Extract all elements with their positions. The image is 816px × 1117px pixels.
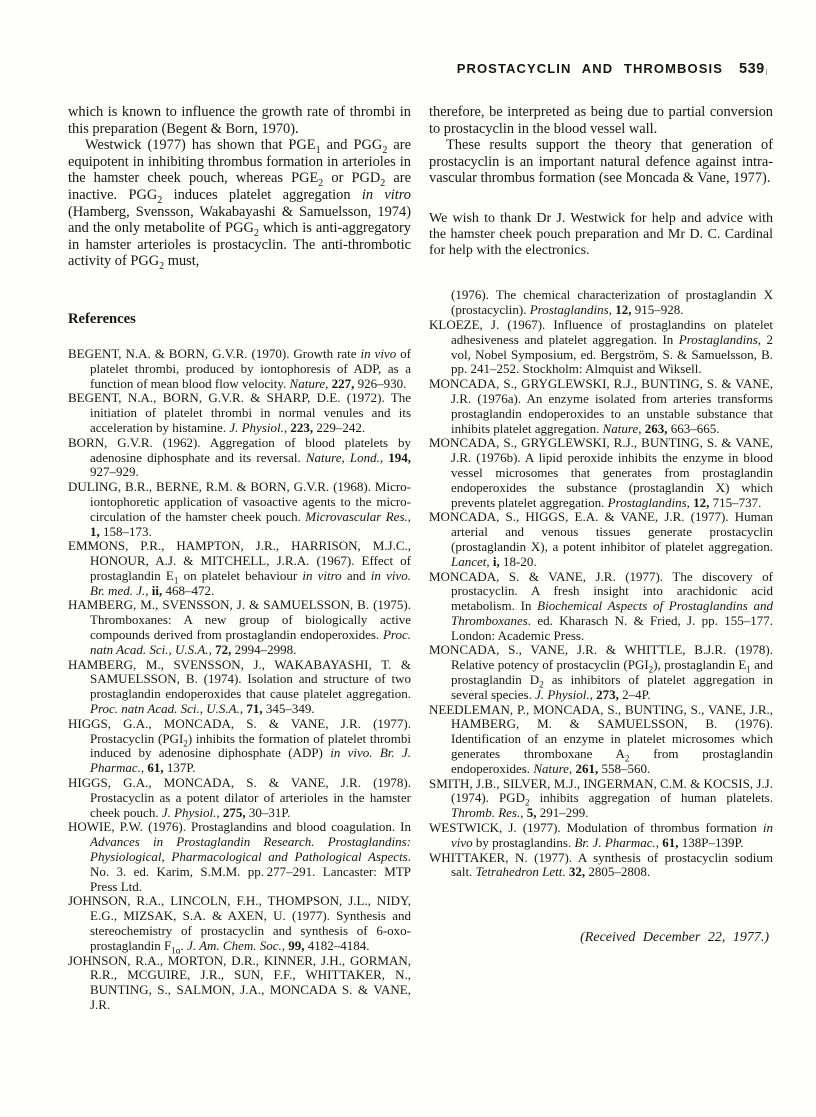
reference-item: HAMBERG, M., SVENSSON, J., WAKABAYASHI, T. & SAMUELSSON, B. (1974). Isolation and structure of two prostaglandin endoperoxides that cause platelet aggregation. Proc. natn Acad. Sci., U.S.A., 71, 345–349. bbox=[68, 656, 411, 717]
left-column bbox=[68, 104, 411, 1013]
reference-item: BEGENT, N.A., BORN, G.V.R. & SHARP, D.E. (1972). The initiation of platelet thrombi in normal venules and its acceleration by histamine. J. Physiol., 223, 229–242. bbox=[68, 390, 411, 435]
received-note: (Received December 22, 1977.) bbox=[580, 930, 769, 946]
running-title: PROSTACYCLIN AND THROMBOSIS bbox=[456, 61, 724, 76]
reference-item: BEGENT, N.A. & BORN, G.V.R. (1970). Growth rate in vivo of platelet thrombi, produced by iontophoresis of ADP, as a function of mean blood flow velocity. Nature, 227, 926–930. bbox=[68, 345, 411, 391]
reference-item: HIGGS, G.A., MONCADA, S. & VANE, J.R. (1977). Prostacyclin $(PGI_2)$ inhibits the formation of platelet thrombi induced by adenosine diphosphate (ADP) in vivo. Br. J. Pharmac., 61, 137P. bbox=[68, 715, 411, 776]
reference-item: JOHNSON, R.A., MORTON, D.R., KINNER, J.H., GORMAN, R.R., MCGUIRE, J.R., SUN, F.F., WHITTAKER, N., BUNTING, S., SALMON, J.A., MONCADA S. & VANE, J.R. bbox=[68, 952, 411, 1012]
reference-item: MONCADA, S., GRYGLEWSKI, R.J., BUNTING, S. & VANE, J.R. (1976b). A lipid peroxide inhibits the enzyme in blood vessel microsomes that generates from prostaglandin endoperoxides the substance (prostaglandin X) which prevents platelet aggregation. Prostaglandins, 12, 715–737. bbox=[429, 435, 773, 510]
reference-item: HOWIE, P.W. (1976). Prostaglandins and blood coagulation. In Advances in Prostaglandin Research. Prostaglandins: Physiological, Pharmacological and Pathological Aspects. No. 3. ed. Karim, S.M.M. pp. 277–291. Lancaster: MTP Press Ltd. bbox=[68, 819, 411, 894]
reference-item: (1976). The chemical characterization of prostaglandin X (prostacyclin). Prostaglandins, 12, 915–928. bbox=[451, 287, 773, 318]
references-list-left bbox=[68, 347, 411, 1013]
paragraph: which is known to influence the growth rate of thrombi in this preparation (Begent & Born, 1970). bbox=[68, 104, 411, 137]
body-paragraphs-left bbox=[68, 104, 412, 273]
reference-item: NEEDLEMAN, P., MONCADA, S., BUNTING, S., VANE, J.R., HAMBERG, M. & SAMUELSSON, B. (1976). Identification of an enzyme in platelet microsomes which generates thromboxane $A_2$ from prostaglandin endoperoxides. Nature, 261, 558–560. bbox=[429, 701, 773, 776]
page-number-value: 539 bbox=[739, 61, 765, 77]
reference-item: BORN, G.V.R. (1962). Aggregation of blood platelets by adenosine diphosphate and its reversal. Nature, Lond., 194, 927–929. bbox=[68, 434, 412, 480]
reference-item: HIGGS, G.A., MONCADA, S. & VANE, J.R. (1978). Prostacyclin as a potent dilator of arterioles in the hamster cheek pouch. J. Physiol., 275, 30–31P. bbox=[68, 775, 411, 820]
reference-item: SMITH, J.B., SILVER, M.J., INGERMAN, C.M. & KOCSIS, J.J. (1974). $PGD_2$ inhibits aggregation of human platelets. Thromb. Res., 5, 291–299. bbox=[429, 775, 773, 821]
acknowledgment: We wish to thank Dr J. Westwick for help and advice with the hamster cheek pouch preparation and Mr D. C. Cardinal for help with the electronics. bbox=[429, 210, 773, 258]
reference-item: MONCADA, S. & VANE, J.R. (1977). The discovery of prostacyclin. A fresh insight into arachidonic acid metabolism. In Biochemical Aspects of Prostaglandins and Thromboxanes. ed. Kharasch N. & Fried, J. pp. 155–177. London: Academic Press. bbox=[429, 568, 773, 643]
paragraph: therefore, be interpreted as being due to partial conversion to prostacyclin in the blood vessel wall. bbox=[429, 104, 773, 137]
reference-item: HAMBERG, M., SVENSSON, J. & SAMUELSSON, B. (1975). Thromboxanes: A new group of biologically active compounds derived from prostaglandin endoperoxides. Proc. natn Acad. Sci., U.S.A., 72, 2994–2998. bbox=[68, 597, 411, 657]
reference-item: MONCADA, S., VANE, J.R. & WHITTLE, B.J.R. (1978). Relative potency of prostacyclin $(PGI_2)$, prostaglandin $E_1$ and prostaglandin $D_2$ as inhibitors of platelet aggregation in several species. J. Physiol., 273, 2–4P. bbox=[429, 642, 773, 702]
running-head bbox=[68, 61, 768, 77]
page-number bbox=[739, 61, 768, 77]
references-heading: References bbox=[68, 310, 136, 327]
reference-item: WHITTAKER, N. (1977). A synthesis of prostacyclin sodium salt. Tetrahedron Lett. 32, 2805–2808. bbox=[429, 849, 773, 880]
right-column bbox=[429, 104, 773, 946]
body-paragraphs-right bbox=[429, 104, 773, 187]
paragraph: Westwick (1977) has shown that $PGE_1$ and $PGG_2$ are equipotent in inhibiting thrombus formation in arterioles in the hamster cheek pouch, whereas $PGE_2$ or $PGD_2$ are inactive. $PGG_2$ induces platelet aggregation in vitro (Hamberg, Svensson, Wakabayashi & Samuelsson, 1974) and the only metabolite of $PGG_2$ which is anti-aggregatory in hamster arterioles is prostacyclin. The anti-thrombotic activity of $PGG_2$ must, bbox=[68, 137, 412, 273]
paragraph: These results support the theory that generation of prostacyclin is an important natural defence against intra-vascular thrombus formation (see Moncada & Vane, 1977). bbox=[429, 137, 773, 187]
reference-item: EMMONS, P.R., HAMPTON, J.R., HARRISON, M.J.C., HONOUR, A.J. & MITCHELL, J.R.A. (1967). Effect of prostaglandin $E_1$ on platelet behaviour in vitro and in vivo. Br. med. J., ii, 468–472. bbox=[68, 538, 411, 598]
reference-item: KLOEZE, J. (1967). Influence of prostaglandins on platelet adhesiveness and platelet aggregation. In Prostaglandins, 2 vol, Nobel Symposium, ed. Bergström, S. & Samuelsson, B. pp. 241–252. Stockholm: Almquist and Wiksell. bbox=[429, 316, 774, 377]
reference-item: DULING, B.R., BERNE, R.M. & BORN, G.V.R. (1968). Micro-iontophoretic application of vasoactive agents to the micro-circulation of the hamster cheek pouch. Microvascular Res., 1, 158–173. bbox=[68, 479, 412, 539]
reference-item: WESTWICK, J. (1977). Modulation of thrombus formation in vivo by prostaglandins. Br. J. Pharmac., 61, 138P–139P. bbox=[429, 820, 773, 850]
references-list-right bbox=[429, 288, 773, 880]
reference-item: MONCADA, S., GRYGLEWSKI, R.J., BUNTING, S. & VANE, J.R. (1976a). An enzyme isolated from arteries transforms prostaglandin endoperoxides to an unstable substance that inhibits platelet aggregation. Nature, 263, 663–665. bbox=[429, 376, 773, 436]
reference-item: JOHNSON, R.A., LINCOLN, F.H., THOMPSON, J.L., NIDY, E.G., MIZSAK, S.A. & AXEN, U. (1977). Synthesis and stereochemistry of prostacyclin and synthesis of 6-oxo-prostaglandin $F_{1\alpha}$. J. Am. Chem. Soc., 99, 4182–4184. bbox=[68, 893, 411, 956]
print-artifact: i bbox=[765, 68, 768, 77]
reference-item: MONCADA, S., HIGGS, E.A. & VANE, J.R. (1977). Human arterial and venous tissues generate prostacyclin (prostaglandin X), a potent inhibitor of platelet aggregation. Lancet, i, 18-20. bbox=[429, 509, 773, 569]
